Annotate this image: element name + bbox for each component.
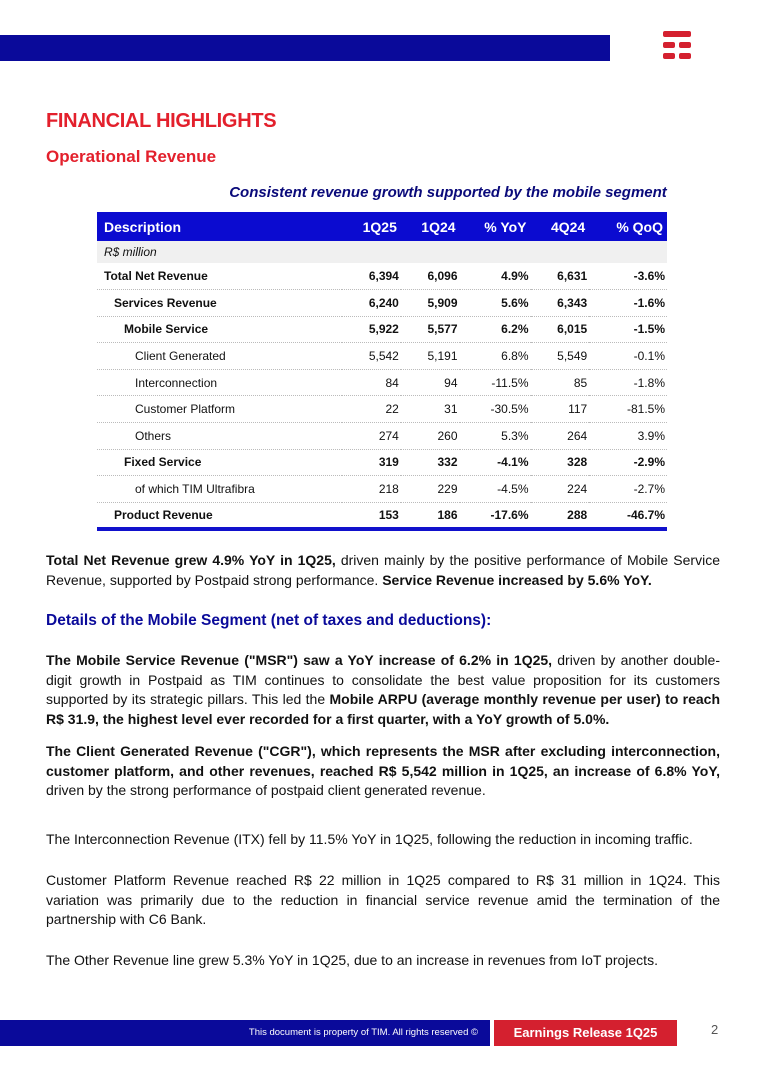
cell-value: 5,191 bbox=[401, 343, 460, 370]
cell-value: 319 bbox=[342, 449, 401, 476]
cell-value: 218 bbox=[342, 476, 401, 503]
page-title: FINANCIAL HIGHLIGHTS bbox=[46, 110, 277, 132]
cell-value: -4.1% bbox=[460, 449, 531, 476]
paragraph-total-revenue: Total Net Revenue grew 4.9% YoY in 1Q25, driven mainly by the positive performance of Mobile Service Revenue, supported by Postpaid strong performance. Service Revenue increased by 5.6% YoY. bbox=[46, 552, 720, 588]
cell-value: -1.6% bbox=[589, 290, 667, 317]
paragraph-other: The Other Revenue line grew 5.3% YoY in 1Q25, due to an increase in revenues from IoT projects. bbox=[46, 952, 658, 968]
cell-value: 84 bbox=[342, 369, 401, 396]
table-row bbox=[97, 449, 667, 476]
cell-value: 5,922 bbox=[342, 316, 401, 343]
cell-value: 6,394 bbox=[342, 263, 401, 290]
cell-value: -46.7% bbox=[589, 502, 667, 529]
table-row bbox=[97, 316, 667, 343]
cell-value: -30.5% bbox=[460, 396, 531, 423]
cell-value: 5.3% bbox=[460, 423, 531, 450]
cell-value: 264 bbox=[531, 423, 590, 450]
cell-value: 186 bbox=[401, 502, 460, 529]
cell-value: 6,096 bbox=[401, 263, 460, 290]
cell-value: -0.1% bbox=[589, 343, 667, 370]
col-header: % YoY bbox=[460, 212, 531, 241]
row-label: of which TIM Ultrafibra bbox=[97, 476, 342, 503]
cell-value: 6.2% bbox=[460, 316, 531, 343]
row-label: Fixed Service bbox=[97, 449, 342, 476]
cell-value: 224 bbox=[531, 476, 590, 503]
cell-value: -11.5% bbox=[460, 369, 531, 396]
row-label: Product Revenue bbox=[97, 502, 342, 529]
cell-value: 288 bbox=[531, 502, 590, 529]
header-bar bbox=[0, 35, 610, 61]
table-row bbox=[97, 343, 667, 370]
cell-value: 6,240 bbox=[342, 290, 401, 317]
cell-value: -81.5% bbox=[589, 396, 667, 423]
row-label: Mobile Service bbox=[97, 316, 342, 343]
table-row bbox=[97, 290, 667, 317]
cell-value: 5,542 bbox=[342, 343, 401, 370]
paragraph-msr: The Mobile Service Revenue ("MSR") saw a YoY increase of 6.2% in 1Q25, driven by another double-digit growth in Postpaid as TIM continues to consolidate the best value proposition for its customers supported by its strategic pillars. This led the Mobile ARPU (average monthly revenue per user) to reach R$ 31.9, the highest level ever recorded for a first quarter, with a YoY growth of 5.0%. bbox=[46, 652, 720, 727]
cell-value: -4.5% bbox=[460, 476, 531, 503]
cell-value: 22 bbox=[342, 396, 401, 423]
paragraph-customer-platform: Customer Platform Revenue reached R$ 22 million in 1Q25 compared to R$ 31 million in 1Q24. This variation was primarily due to the reduction in financial service revenue amid the termination of the partnership with C6 Bank. bbox=[46, 872, 720, 928]
col-header: 1Q24 bbox=[401, 212, 460, 241]
cell-value: 229 bbox=[401, 476, 460, 503]
cell-value: 153 bbox=[342, 502, 401, 529]
cell-value: 328 bbox=[531, 449, 590, 476]
paragraph-itx: The Interconnection Revenue (ITX) fell by 11.5% YoY in 1Q25, following the reduction in incoming traffic. bbox=[46, 831, 693, 847]
row-label: Interconnection bbox=[97, 369, 342, 396]
cell-value: -17.6% bbox=[460, 502, 531, 529]
cell-value: 6,631 bbox=[531, 263, 590, 290]
cell-value: 5.6% bbox=[460, 290, 531, 317]
tim-logo-icon bbox=[663, 31, 691, 63]
row-label: Total Net Revenue bbox=[97, 263, 342, 290]
page-number: 2 bbox=[711, 1022, 719, 1037]
cell-value: -2.9% bbox=[589, 449, 667, 476]
cell-value: 274 bbox=[342, 423, 401, 450]
col-header: % QoQ bbox=[589, 212, 667, 241]
cell-value: -1.5% bbox=[589, 316, 667, 343]
col-header: 4Q24 bbox=[531, 212, 590, 241]
cell-value: 31 bbox=[401, 396, 460, 423]
table-row bbox=[97, 423, 667, 450]
cell-value: 5,909 bbox=[401, 290, 460, 317]
col-header: 1Q25 bbox=[342, 212, 401, 241]
cell-value: -1.8% bbox=[589, 369, 667, 396]
footer-release-label: Earnings Release 1Q25 bbox=[494, 1020, 677, 1046]
table-caption: Consistent revenue growth supported by the mobile segment bbox=[229, 184, 667, 201]
section-title: Operational Revenue bbox=[46, 147, 217, 166]
footer-notice: This document is property of TIM. All rights reserved © bbox=[0, 1020, 490, 1046]
table-row bbox=[97, 502, 667, 529]
unit-label: R$ million bbox=[97, 241, 667, 263]
row-label: Services Revenue bbox=[97, 290, 342, 317]
cell-value: 3.9% bbox=[589, 423, 667, 450]
cell-value: 6,343 bbox=[531, 290, 590, 317]
cell-value: 4.9% bbox=[460, 263, 531, 290]
cell-value: 85 bbox=[531, 369, 590, 396]
cell-value: 5,577 bbox=[401, 316, 460, 343]
row-label: Customer Platform bbox=[97, 396, 342, 423]
subheading: Details of the Mobile Segment (net of taxes and deductions): bbox=[46, 612, 492, 629]
cell-value: 6.8% bbox=[460, 343, 531, 370]
cell-value: 332 bbox=[401, 449, 460, 476]
paragraph-cgr: The Client Generated Revenue ("CGR"), which represents the MSR after excluding interconnection, customer platform, and other revenues, reached R$ 5,542 million in 1Q25, an increase of 6.8% YoY, driven by the strong performance of postpaid client generated revenue. bbox=[46, 743, 720, 799]
row-label: Others bbox=[97, 423, 342, 450]
cell-value: 117 bbox=[531, 396, 590, 423]
cell-value: -2.7% bbox=[589, 476, 667, 503]
cell-value: 260 bbox=[401, 423, 460, 450]
table-row bbox=[97, 263, 667, 290]
table-row bbox=[97, 396, 667, 423]
cell-value: -3.6% bbox=[589, 263, 667, 290]
cell-value: 6,015 bbox=[531, 316, 590, 343]
table-row bbox=[97, 476, 667, 503]
cell-value: 5,549 bbox=[531, 343, 590, 370]
table-row bbox=[97, 369, 667, 396]
col-header: Description bbox=[97, 212, 342, 241]
row-label: Client Generated bbox=[97, 343, 342, 370]
revenue-table bbox=[97, 212, 667, 531]
cell-value: 94 bbox=[401, 369, 460, 396]
